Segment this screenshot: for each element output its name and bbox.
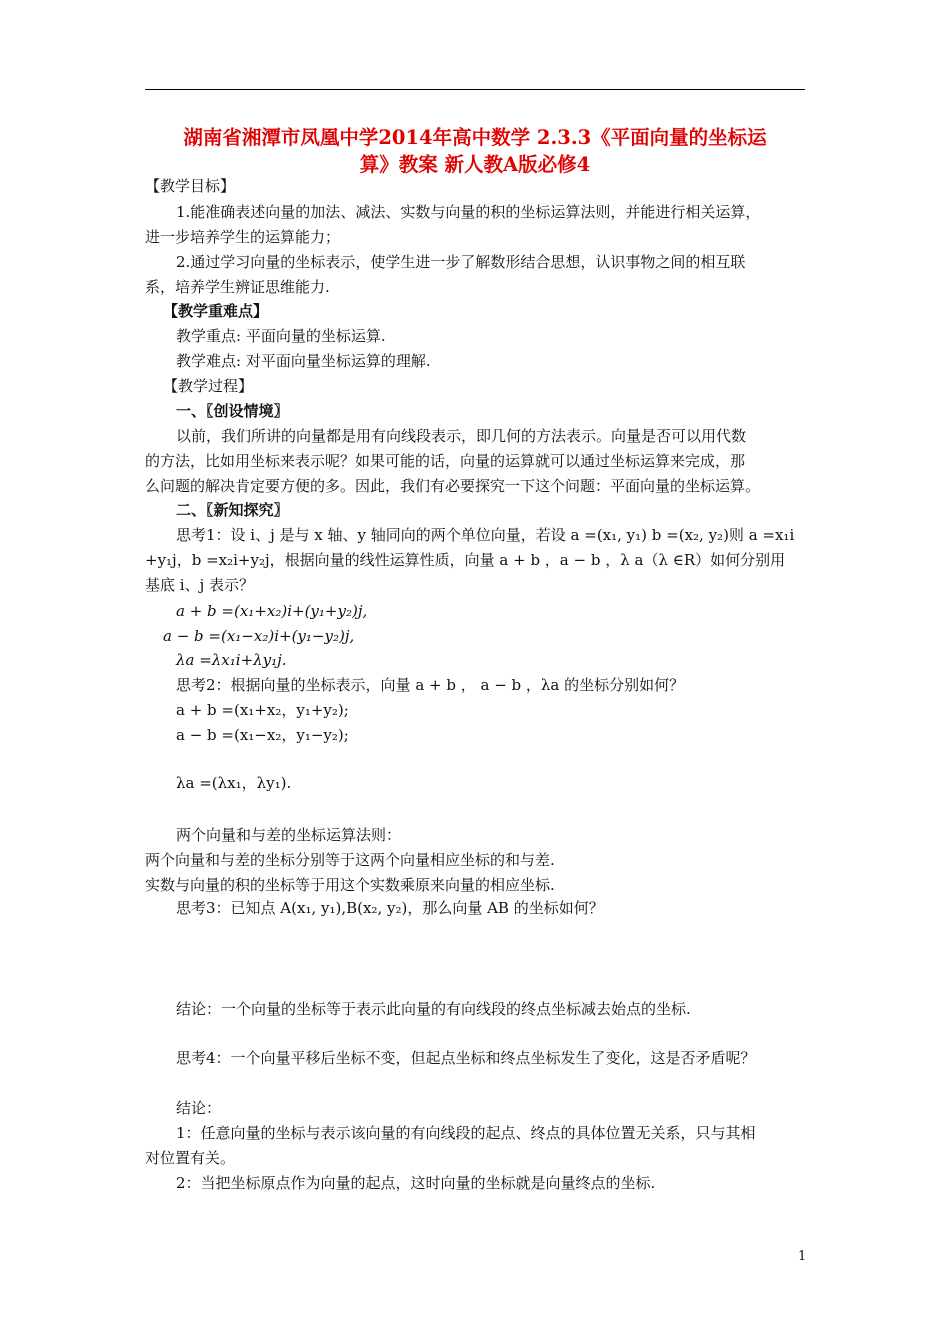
document-title [140,124,810,178]
intro-line-3: 么问题的解决肯定要方便的多。因此，我们有必要探究一下这个问题：平面向量的坐标运算。 [145,477,761,495]
goal-2-line-1: 2.通过学习向量的坐标表示，使学生进一步了解数形结合思想，认识事物之间的相互联 [176,253,746,271]
rule-heading: 两个向量和与差的坐标运算法则： [176,826,402,844]
coordinate-difference: a − b =(x₁−x₂，y₁−y₂); [176,726,349,744]
equation-sum: a + b =(x₁+x₂)i+(y₁+y₂)j, [176,602,368,620]
header-rule [145,89,805,90]
page-number: 1 [798,1249,807,1264]
intro-line-2: 的方法，比如用坐标来表示呢？如果可能的话，向量的运算就可以通过坐标运算来完成，那 [145,452,746,470]
teaching-goals-heading: 【教学目标】 [145,177,236,195]
conclusion-2-heading: 结论： [176,1099,222,1117]
intro-line-1: 以前，我们所讲的向量都是用有向线段表示，即几何的方法表示。向量是否可以用代数 [176,427,747,445]
goal-2-line-2: 系，培养学生辨证思维能力. [145,278,330,296]
conclusion-1: 结论：一个向量的坐标等于表示此向量的有向线段的终点坐标减去始点的坐标. [176,1000,691,1018]
rule-2: 实数与向量的积的坐标等于用这个实数乘原来向量的相应坐标. [145,876,555,894]
coordinate-sum: a + b =(x₁+x₂，y₁+y₂); [176,701,349,719]
rule-1: 两个向量和与差的坐标分别等于这两个向量相应坐标的和与差. [145,851,555,869]
equation-scalar: λa =λx₁i+λy₁j. [176,651,287,669]
think-3: 思考3：已知点 A(x₁, y₁),B(x₂, y₂)，那么向量 AB 的坐标如何？ [176,899,604,917]
title-line-2: 算》教案 新人教A版必修4 [359,153,591,176]
equation-difference: a − b =(x₁−x₂)i+(y₁−y₂)j, [163,627,355,645]
section-2-heading: 二、〖新知探究〗 [176,501,289,519]
coordinate-scalar: λa =(λx₁，λy₁). [176,774,292,792]
goal-1-line-1: 1.能准确表述向量的加法、减法、实数与向量的积的坐标运算法则，并能进行相关运算， [176,203,761,221]
difficult-point: 教学难点: 对平面向量坐标运算的理解. [176,352,431,370]
think-1-line-1: 思考1：设 i、j 是与 x 轴、y 轴同向的两个单位向量，若设 a =(x₁, y₁) b =(x₂, y₂)则 a =x₁i [176,526,795,544]
section-1-heading: 一、〖创设情境〗 [176,402,289,420]
think-1-line-2: +y₁j，b =x₂i+y₂j，根据向量的线性运算性质，向量 a + b ，a − b ，λ a（λ ∈R）如何分别用 [145,551,786,569]
think-4: 思考4：一个向量平移后坐标不变，但起点坐标和终点坐标发生了变化，这是否矛盾呢？ [176,1049,756,1067]
key-points-heading: 【教学重难点】 [163,302,269,320]
process-heading: 【教学过程】 [163,377,254,395]
conclusion-2-item-1-line-1: 1：任意向量的坐标与表示该向量的有向线段的起点、终点的具体位置无关系，只与其相 [176,1124,756,1142]
key-point: 教学重点: 平面向量的坐标运算. [176,327,386,345]
conclusion-2-item-1-line-2: 对位置有关。 [145,1149,236,1167]
goal-1-line-2: 进一步培养学生的运算能力； [145,228,341,246]
title-line-1: 湖南省湘潭市凤凰中学2014年高中数学 2.3.3《平面向量的坐标运 [183,126,767,149]
conclusion-2-item-2: 2：当把坐标原点作为向量的起点，这时向量的坐标就是向量终点的坐标. [176,1174,656,1192]
think-1-line-3: 基底 i、j 表示？ [145,576,254,594]
think-2: 思考2：根据向量的坐标表示，向量 a + b ， a − b ，λa 的坐标分别如何？ [176,676,685,694]
